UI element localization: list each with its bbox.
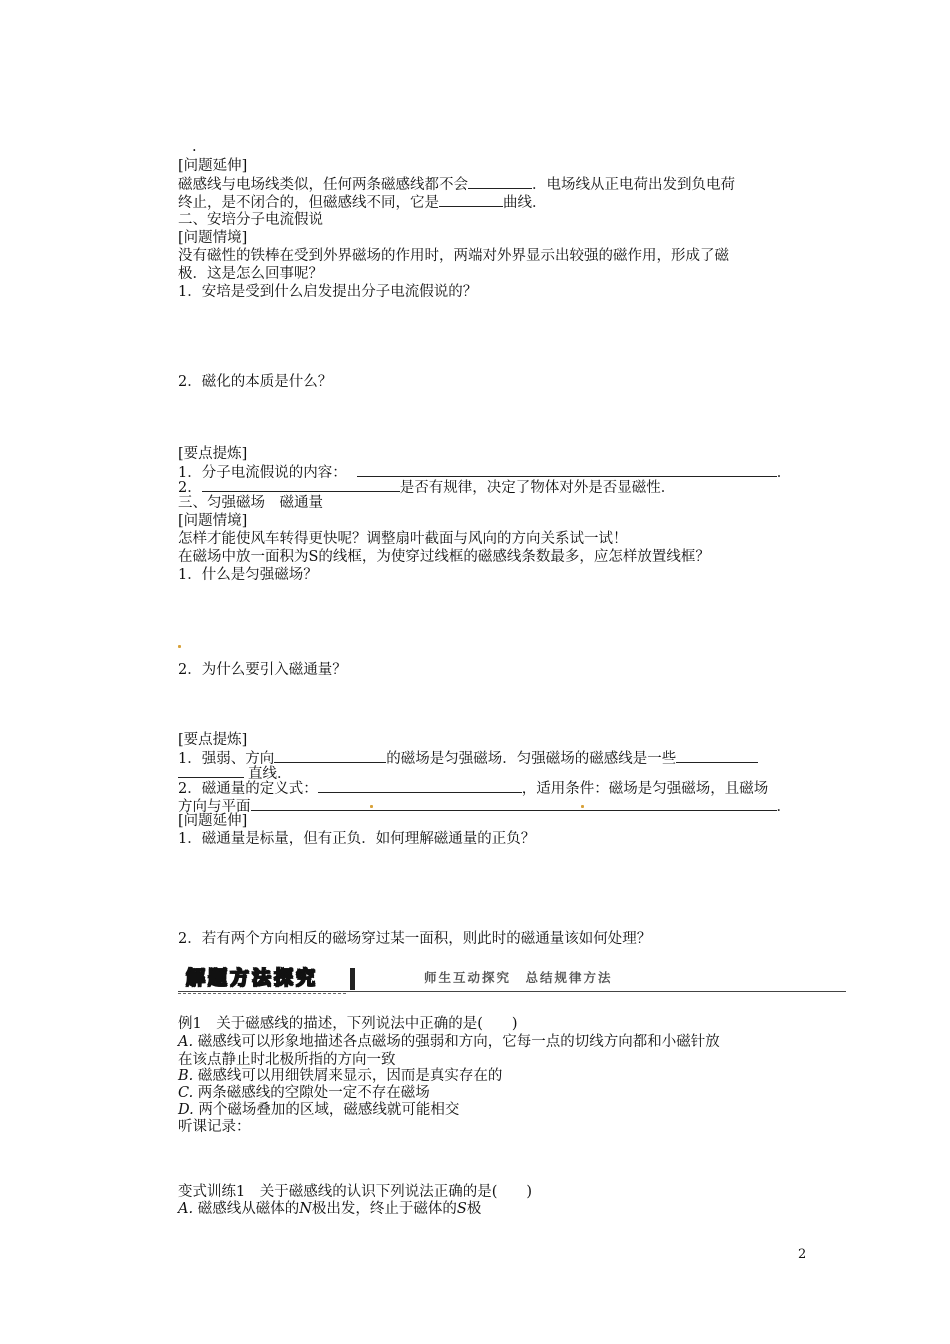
fill-blank[interactable]	[251, 797, 777, 811]
section-heading: 三、匀强磁场 磁通量	[178, 495, 323, 511]
question-2: 2．为什么要引入磁通量？	[178, 662, 347, 678]
fill-blank[interactable]	[439, 193, 503, 207]
banner-title: 解题方法探究	[186, 967, 319, 989]
extend-text: ．电场线从正电荷出发到负电荷	[532, 177, 735, 193]
fill-blank[interactable]	[357, 463, 777, 477]
pole-n: N	[299, 1201, 312, 1217]
fill-blank[interactable]	[468, 175, 532, 189]
stray-dot	[178, 645, 181, 648]
option-label: A.	[178, 1034, 194, 1050]
option-a	[178, 1033, 720, 1051]
extend-line-2	[178, 193, 547, 212]
key-point-2-cont	[178, 797, 791, 816]
banner-rule	[178, 991, 846, 992]
option-b	[178, 1067, 502, 1085]
key-text: 2．磁通量的定义式：	[178, 781, 318, 797]
tag-question-context: [问题情境]	[178, 230, 248, 246]
option-c	[178, 1084, 430, 1102]
question-2: 2．磁化的本质是什么？	[178, 374, 333, 390]
option-label: C.	[178, 1085, 194, 1101]
option-text: 磁感线从磁体的	[197, 1201, 300, 1217]
fill-blank[interactable]	[676, 749, 758, 763]
option-label: A.	[178, 1201, 194, 1217]
question-1: 1．什么是匀强磁场？	[178, 567, 318, 583]
extend-text: 终止，是不闭合的，但磁感线不同，它是	[178, 195, 439, 211]
key-text: 1．强弱、方向	[178, 751, 275, 767]
key-text: 直线．	[248, 766, 292, 782]
stray-dot	[581, 805, 584, 808]
context-text: 怎样才能使风车转得更快呢？调整扇叶截面与风向的方向关系试一试！	[178, 531, 628, 547]
option-text: 磁感线可以形象地描述各点磁场的强弱和方向，它每一点的切线方向都和小磁针放	[197, 1034, 720, 1050]
page-number: 2	[798, 1247, 807, 1262]
banner-dashed-rule	[178, 993, 346, 994]
extend-text: 磁感线与电场线类似，任何两条磁感线都不会	[178, 177, 468, 193]
section-heading: 二、安培分子电流假说	[178, 212, 323, 228]
option-text: 磁感线可以用细铁屑来显示，因而是真实存在的	[197, 1068, 503, 1084]
banner-subtitle: 师生互动探究 总结规律方法	[424, 970, 613, 985]
top-mark: .	[192, 139, 197, 155]
context-text: 没有磁性的铁棒在受到外界磁场的作用时，两端对外界显示出较强的磁作用，形成了磁	[178, 248, 729, 264]
option-text: 极出发，终止于磁体的	[311, 1201, 457, 1217]
key-text: 的磁场是匀强磁场．匀强磁场的磁感线是一些	[386, 751, 677, 767]
section-banner	[178, 966, 846, 994]
class-notes-label: 听课记录：	[178, 1119, 251, 1135]
pole-s: S	[456, 1201, 467, 1217]
option-label: D.	[178, 1102, 194, 1118]
option-text: 极	[466, 1201, 482, 1217]
tag-question-context: [问题情境]	[178, 513, 248, 529]
tag-question-extend: [问题延伸]	[178, 158, 248, 174]
variant-stem: 变式训练1 关于磁感线的认识下列说法正确的是( )	[178, 1184, 533, 1200]
tag-key-points: [要点提炼]	[178, 732, 248, 748]
option-label: B.	[178, 1068, 194, 1084]
context-text: 在磁场中放一面积为S的线框，为使穿过线框的磁感线条数最多，应怎样放置线框？	[178, 549, 710, 565]
key-point-2	[178, 779, 768, 798]
fill-blank[interactable]	[178, 764, 244, 778]
key-text: 方向与平面	[178, 799, 251, 815]
banner-separator	[350, 968, 355, 990]
option-a-cont: 在该点静止时北极所指的方向一致	[178, 1052, 396, 1068]
extend-question-1: 1．磁通量是标量，但有正负．如何理解磁通量的正负？	[178, 831, 536, 847]
tag-key-points: [要点提炼]	[178, 446, 248, 462]
key-text: 2．	[178, 480, 202, 496]
context-text: 极．这是怎么回事呢？	[178, 266, 323, 282]
extend-question-2: 2．若有两个方向相反的磁场穿过某一面积，则此时的磁通量该如何处理？	[178, 931, 652, 947]
key-text: ，适用条件：磁场是匀强磁场，且磁场	[521, 781, 769, 797]
variant-option-a	[178, 1200, 481, 1218]
key-text: 1．分子电流假说的内容：	[178, 465, 347, 481]
key-text: 是否有规律，决定了物体对外是否显磁性．	[399, 480, 676, 496]
fill-blank[interactable]	[318, 779, 522, 793]
option-text: 两条磁感线的空隙处一定不存在磁场	[197, 1085, 430, 1101]
stray-dot	[370, 805, 373, 808]
key-end: ．	[776, 465, 792, 481]
extend-line-1	[178, 175, 735, 194]
example-stem: 例1 关于磁感线的描述，下列说法中正确的是( )	[178, 1016, 518, 1032]
question-1: 1．安培是受到什么启发提出分子电流假说的？	[178, 284, 478, 300]
key-end: ．	[776, 799, 791, 815]
tag-question-extend: [问题延伸]	[178, 813, 248, 829]
fill-blank[interactable]	[202, 478, 400, 492]
extend-text: 曲线．	[503, 195, 547, 211]
option-text: 两个磁场叠加的区域，磁感线就可能相交	[198, 1102, 460, 1118]
fill-blank[interactable]	[274, 749, 386, 763]
option-d	[178, 1101, 459, 1119]
